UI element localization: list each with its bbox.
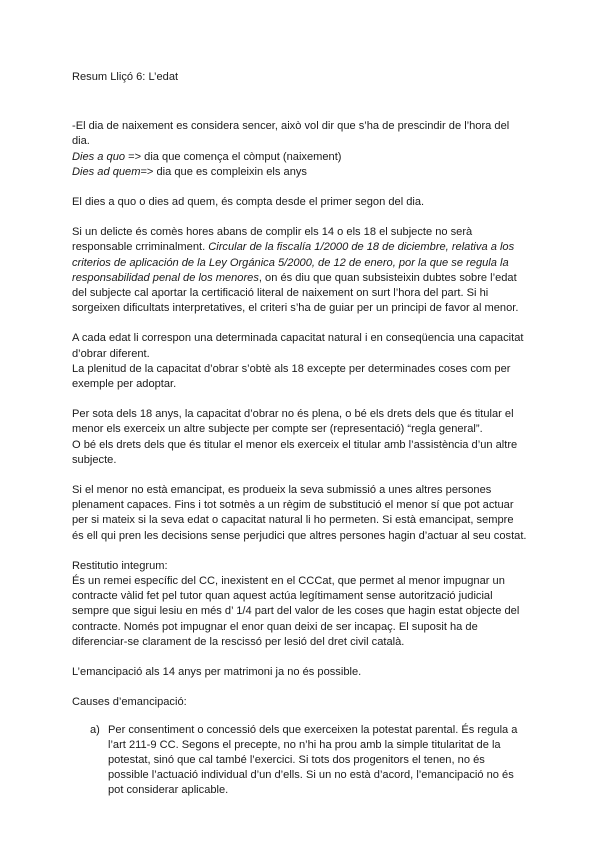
paragraph-emancipat: Si el menor no està emancipat, es produeix la seva submissió a unes altres persones plenament capaces. Fins i tot sotmès a un règim de substitució el menor sí que pot actuar per si mateix si la seva edat o capacitat natural li ho permeten. Si està emancipat, sempre és ell qui pren les decisions sense perjudici que altres persones hagin d’actuar al seu costat. (72, 484, 527, 542)
causes-list (72, 723, 528, 799)
paragraph-capacitat (72, 331, 528, 392)
list-marker: a) (90, 723, 100, 736)
restitutio-body: És un remei específic del CC, inexistent en el CCCat, que permet al menor impugnar un contracte vàlid fet pel tutor quan aquest actúa legítimament sense autorització judicial sempre que sigui lesiu en més d’ 1/4 part del valor de les coses que hagin estat objecte del contracte. Només pot impugnar el enor quan deixi de ser incapaç. El suposit ha de diferenciar-se clarament de la rescissó per lesió del dret civil català. (72, 575, 520, 648)
paragraph-delicte (72, 225, 528, 316)
document-body (72, 70, 528, 799)
def-dies-ad-quem: => dia que es compleixin els anys (140, 165, 307, 178)
dies-ad-quem-line (72, 165, 528, 180)
paragraph-restitutio (72, 559, 528, 650)
sota-18-line-2: O bé els drets dels que és titular el menor els exerceix el titular amb l’assistència d’un altre subjecte. (72, 438, 518, 466)
delicte-text-after: , on és diu que quan subsisteixin dubtes sobre l’edat del subjecte cal aportar la certificació literal de naixement on surt l’hora del part. Si hi sorgeixen dificultats interpretatives, el criteri s’ha de guiar per un principi de favor al menor. (72, 271, 519, 315)
term-dies-ad-quem: Dies ad quem (72, 165, 141, 178)
paragraph-matrimoni: L’emancipació als 14 anys per matrimoni ja no és possible. (72, 666, 362, 679)
list-item (72, 723, 528, 799)
def-dies-a-quo: => dia que comença el còmput (naixement) (125, 150, 342, 163)
term-dies-a-quo: Dies a quo (72, 150, 126, 163)
paragraph-naixement (72, 119, 528, 180)
list-item-text: Per consentiment o concessió dels que exerceixen la potestat parental. És regula a l’art 211-9 CC. Segons el precepte, no n’hi ha prou amb la simple titularitat de la potestat, sinó que cal també l’exercici. Si tots dos progenitors el tenen, no és possible l’actuació individual d’un d’ells. Si un no està d’acord, l’emancipació no és pot considerar aplicable. (108, 723, 518, 797)
naixement-line: -El dia de naixement es considera sencer, això vol dir que s’ha de prescindir de l’hora del dia. (72, 120, 510, 148)
capacitat-line-2: La plenitud de la capacitat d’obrar s’obtè als 18 excepte per determinades coses com per exemple per adoptar. (72, 362, 511, 391)
circular-citation: Circular de la fiscalía 1/2000 de 18 de diciembre, relativa a los criterios de aplicación de la Ley Orgánica 5/2000, de 12 de enero, por la que se regula la responsabilidad penal de los menores (72, 241, 515, 284)
capacitat-line-1: A cada edat li correspon una determinada capacitat natural i en conseqüencia una capacitat d’obrar diferent. (72, 332, 524, 360)
delicte-text-before: Si un delicte és comès hores abans de complir els 14 o els 18 el subjecte no serà responsable crriminalment. (72, 226, 473, 254)
dies-a-quo-line (72, 150, 528, 165)
causes-heading: Causes d’emancipació: (72, 696, 187, 709)
document-title: Resum Lliçó 6: L’edat (72, 71, 179, 83)
sota-18-line-1: Per sota dels 18 anys, la capacitat d’obrar no és plena, o bé els drets dels que és titular el menor els exerceix un altre subjecte per compte ser (representació) “regla general”. (72, 408, 514, 436)
restitutio-heading: Restitutio integrum: (72, 559, 168, 572)
paragraph-sota-18 (72, 407, 528, 468)
paragraph-compta: El dies a quo o dies ad quem, és compta desde el primer segon del dia. (72, 196, 425, 209)
